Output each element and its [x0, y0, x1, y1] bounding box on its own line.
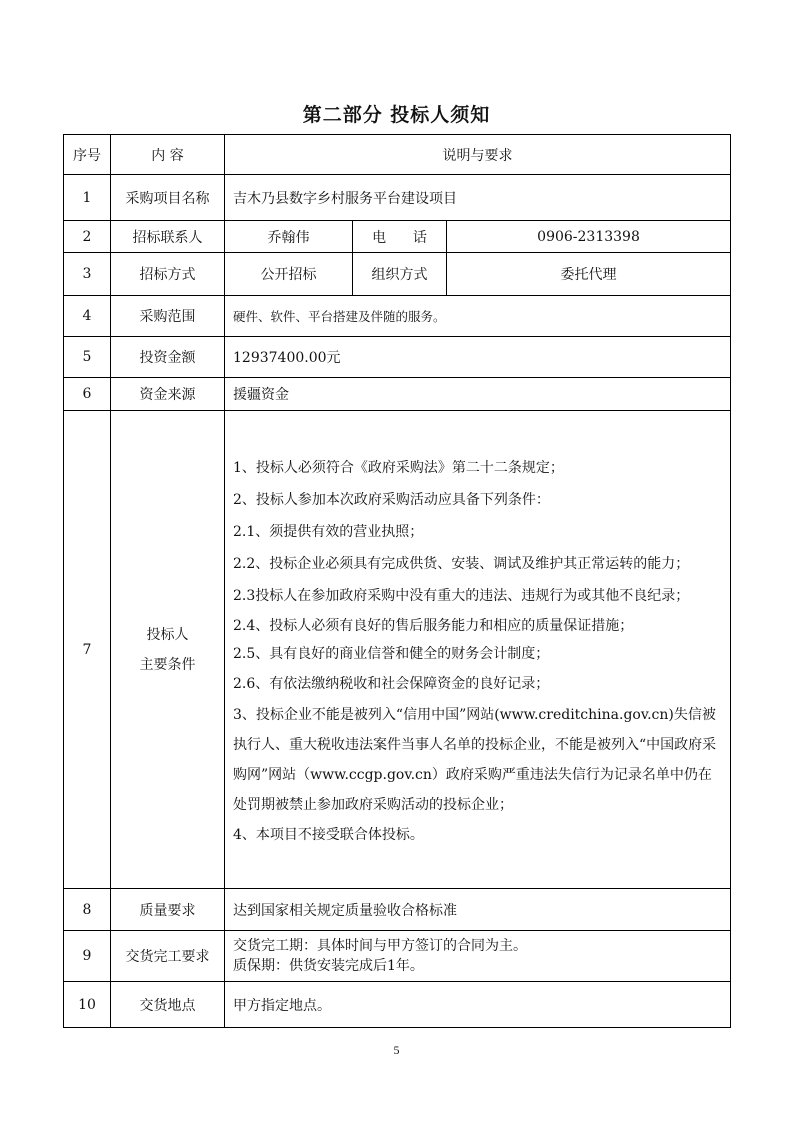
funding-source: 援疆资金 — [225, 378, 731, 411]
requirement-item: 2.1、须提供有效的营业执照； — [233, 523, 424, 540]
table-row — [64, 175, 731, 221]
phone-number: 0906-2313398 — [447, 221, 731, 253]
delivery-period: 交货完工期：具体时间与甲方签订的合同为主。 — [233, 938, 527, 954]
header-content: 内 容 — [111, 135, 225, 175]
requirement-item: 2.5、具有良好的商业信誉和健全的财务会计制度； — [233, 645, 550, 662]
row-label: 采购项目名称 — [111, 175, 225, 221]
requirement-item: 3、投标企业不能是被列入“信用中国”网站(www.creditchina.gov.cn)失信被执行人、重大税收违法案件当事人名单的投标企业，不能是被列入“中国政府采购网”网站（www.ccgp.gov.cn）政府采购严重违法失信行为记录名单中仍在处罚期被禁止参加政府采购活动的投标企业； — [233, 706, 717, 813]
row-number: 10 — [64, 982, 111, 1028]
requirement-item: 2.4、投标人必须有良好的售后服务能力和相应的质量保证措施； — [233, 617, 634, 634]
table-row — [64, 337, 731, 378]
table-row — [64, 889, 731, 931]
organization-label: 组织方式 — [353, 253, 447, 296]
row-label: 质量要求 — [111, 889, 225, 931]
row-label — [111, 411, 225, 889]
row-number: 7 — [64, 411, 111, 889]
organization-method: 委托代理 — [447, 253, 731, 296]
requirement-item: 2.2、投标企业必须具有完成供货、安装、调试及维护其正常运转的能力； — [233, 555, 690, 572]
table-row — [64, 411, 731, 889]
row-label: 采购范围 — [111, 296, 225, 337]
phone-label: 电 话 — [353, 221, 447, 253]
delivery-location: 甲方指定地点。 — [225, 982, 731, 1028]
header-no: 序号 — [64, 135, 111, 175]
requirement-item: 2.6、有依法缴纳税收和社会保障资金的良好记录； — [233, 675, 550, 692]
requirement-item: 1、投标人必须符合《政府采购法》第二十二条规定； — [233, 459, 564, 476]
row-number: 6 — [64, 378, 111, 411]
table-row — [64, 931, 731, 982]
row-label: 交货地点 — [111, 982, 225, 1028]
requirement-item: 2.3投标人在参加政府采购中没有重大的违法、违规行为或其他不良纪录； — [233, 587, 690, 604]
document-title: 第二部分 投标人须知 — [302, 104, 491, 126]
row-label: 资金来源 — [111, 378, 225, 411]
table-row — [64, 296, 731, 337]
bidding-method: 公开招标 — [225, 253, 353, 296]
delivery-requirement — [225, 931, 731, 982]
table-header-row — [64, 135, 731, 175]
row-number: 2 — [64, 221, 111, 253]
row-number: 4 — [64, 296, 111, 337]
row-number: 9 — [64, 931, 111, 982]
table-row — [64, 982, 731, 1028]
requirement-item: 2、投标人参加本次政府采购活动应具备下列条件： — [233, 491, 550, 508]
quality-requirement: 达到国家相关规定质量验收合格标准 — [225, 889, 731, 931]
label-line: 投标人 — [146, 626, 189, 643]
table-row — [64, 253, 731, 296]
investment-amount: 12937400.00元 — [225, 337, 731, 378]
row-label: 交货完工要求 — [111, 931, 225, 982]
row-number: 1 — [64, 175, 111, 221]
requirement-item: 4、本项目不接受联合体投标。 — [233, 826, 424, 843]
bidder-notice-table — [63, 134, 731, 1028]
header-description: 说明与要求 — [225, 135, 731, 175]
project-name: 吉木乃县数字乡村服务平台建设项目 — [225, 175, 731, 221]
procurement-scope: 硬件、软件、平台搭建及伴随的服务。 — [225, 296, 731, 337]
warranty-period: 质保期：供货安装完成后1年。 — [233, 958, 424, 974]
row-label: 招标方式 — [111, 253, 225, 296]
table-row — [64, 221, 731, 253]
row-label: 招标联系人 — [111, 221, 225, 253]
table-row — [64, 378, 731, 411]
row-number: 3 — [64, 253, 111, 296]
bidder-requirements — [225, 411, 731, 889]
row-label: 投资金额 — [111, 337, 225, 378]
label-line: 主要条件 — [139, 656, 196, 673]
page-number: 5 — [393, 1043, 400, 1057]
row-number: 5 — [64, 337, 111, 378]
row-number: 8 — [64, 889, 111, 931]
contact-person: 乔翰伟 — [225, 221, 353, 253]
